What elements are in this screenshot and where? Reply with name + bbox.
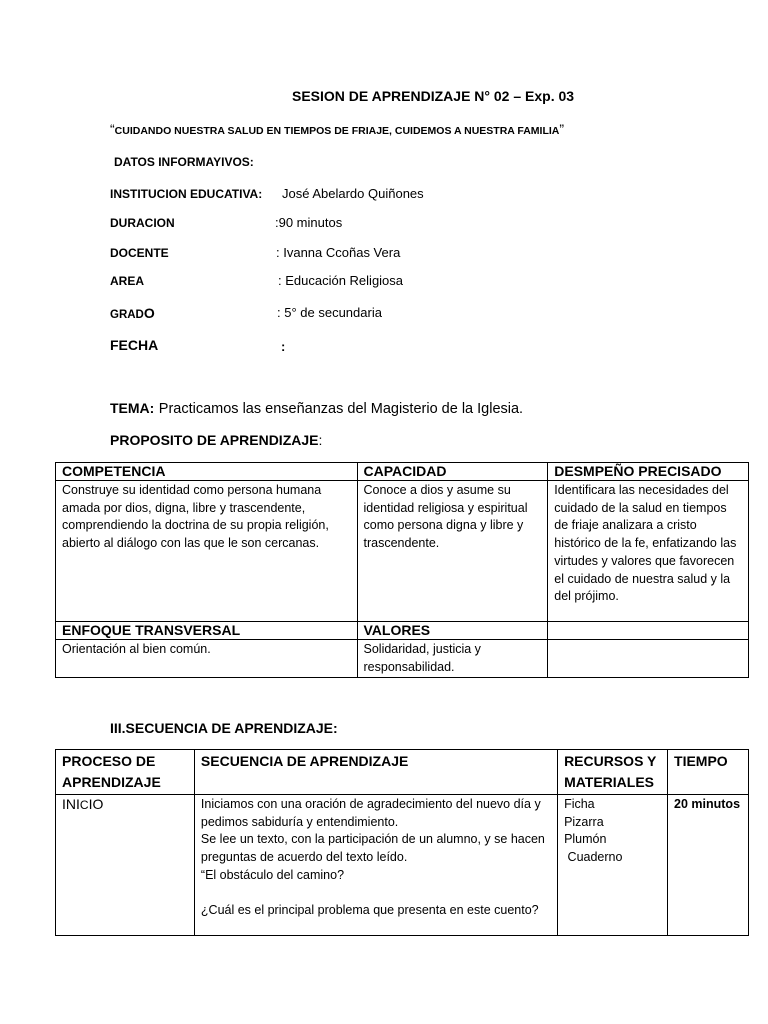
enfoque-cell: Orientación al bien común. [56, 640, 358, 678]
empty-cell [548, 640, 749, 678]
proposito-table [55, 462, 749, 678]
grado-value: : 5° de secundaria [277, 305, 382, 320]
secuencia-table [55, 749, 749, 936]
capacidad-cell: Conoce a dios y asume su identidad religiosa y espiritual como persona digna y libre y trascendente. [357, 481, 548, 622]
page-title: SESION DE APRENDIZAJE N° 02 – Exp. 03 [292, 88, 575, 104]
col-capacidad-header: CAPACIDAD [357, 463, 548, 481]
duracion-label: DURACION [110, 216, 175, 230]
col-secuencia-header: SECUENCIA DE APRENDIZAJE [194, 750, 557, 795]
tiempo-cell: 20 minutos [668, 795, 749, 936]
duracion-value: :90 minutos [275, 215, 343, 230]
col-empty-header [548, 622, 749, 640]
datos-heading: DATOS INFORMAYIVOS: [114, 155, 254, 169]
recurso-item: Plumón [564, 832, 607, 847]
col-tiempo-header: TIEMPO [668, 750, 749, 795]
recurso-item: Ficha [564, 797, 595, 811]
recurso-item: Cuaderno [564, 850, 623, 865]
secuencia-line: Se lee un texto, con la participación de un alumno, y se hacen preguntas de acuerdo del texto leído. [200, 832, 545, 865]
secuencia-line: ¿Cuál es el principal problema que presenta en este cuento? [200, 903, 539, 918]
subtitle-close-quote: ” [559, 121, 565, 137]
table-row [56, 795, 749, 936]
table-header-row [56, 463, 749, 481]
area-label: AREA [110, 274, 145, 288]
proceso-inicio-cell: INICIO [56, 795, 195, 936]
secuencia-line: “El obstáculo del camino? [200, 867, 345, 882]
secuencia-cell [194, 795, 557, 936]
subtitle-text: CUIDANDO NUESTRA SALUD EN TIEMPOS DE FRIAJE, CUIDEMOS A NUESTRA FAMILIA [114, 125, 560, 137]
table-header-row [56, 750, 749, 795]
subtitle-open-quote: “ [110, 121, 115, 137]
docente-label: DOCENTE [110, 246, 169, 260]
proposito-heading: PROPOSITO DE APRENDIZAJE: [110, 432, 323, 448]
docente-value: : Ivanna Ccoñas Vera [276, 245, 401, 260]
secuencia-heading: III.SECUENCIA DE APRENDIZAJE: [110, 720, 338, 736]
secuencia-line [201, 885, 551, 903]
secuencia-line: Iniciamos con una oración de agradecimiento del nuevo día y pedimos sabiduría y entendimiento. [200, 797, 541, 829]
valores-cell: Solidaridad, justicia y responsabilidad. [357, 640, 548, 678]
desempeno-cell: Identificara las necesidades del cuidado de la salud en tiempos de friaje analizara a cristo histórico de la fe, enfatizando las virtudes y valores que favorecen el cuidado de nuestra salud y la del prójimo. [548, 481, 749, 622]
area-value: : Educación Religiosa [278, 273, 404, 288]
fecha-label: FECHA [110, 337, 159, 353]
table-row [56, 481, 749, 622]
institucion-value: José Abelardo Quiñones [282, 186, 424, 201]
tema-line [110, 400, 523, 418]
col-enfoque-header: ENFOQUE TRANSVERSAL [56, 622, 358, 640]
recurso-item: Pizarra [564, 814, 604, 829]
table-row [56, 640, 749, 678]
grado-label: GRADO [110, 305, 155, 321]
recursos-cell [558, 795, 668, 936]
tema-value: Practicamos las enseñanzas del Magisterio de la Iglesia. [158, 401, 524, 417]
institucion-label: INSTITUCION EDUCATIVA: [110, 187, 263, 201]
col-proceso-header: PROCESO DE APRENDIZAJE [56, 750, 195, 795]
session-subtitle [110, 121, 564, 137]
col-valores-header: VALORES [357, 622, 548, 640]
tema-label: TEMA: [110, 400, 155, 416]
table-header-row [56, 622, 749, 640]
col-desempeno-header: DESMPEÑO PRECISADO [548, 463, 749, 481]
col-competencia-header: COMPETENCIA [56, 463, 358, 481]
competencia-cell: Construye su identidad como persona humana amada por dios, digna, libre y trascendente, comprendiendo la doctrina de su propia religión, abierto al diálogo con las que le son cercanas. [56, 481, 358, 622]
col-recursos-header: RECURSOS Y MATERIALES [558, 750, 668, 795]
fecha-value: : [281, 339, 286, 354]
